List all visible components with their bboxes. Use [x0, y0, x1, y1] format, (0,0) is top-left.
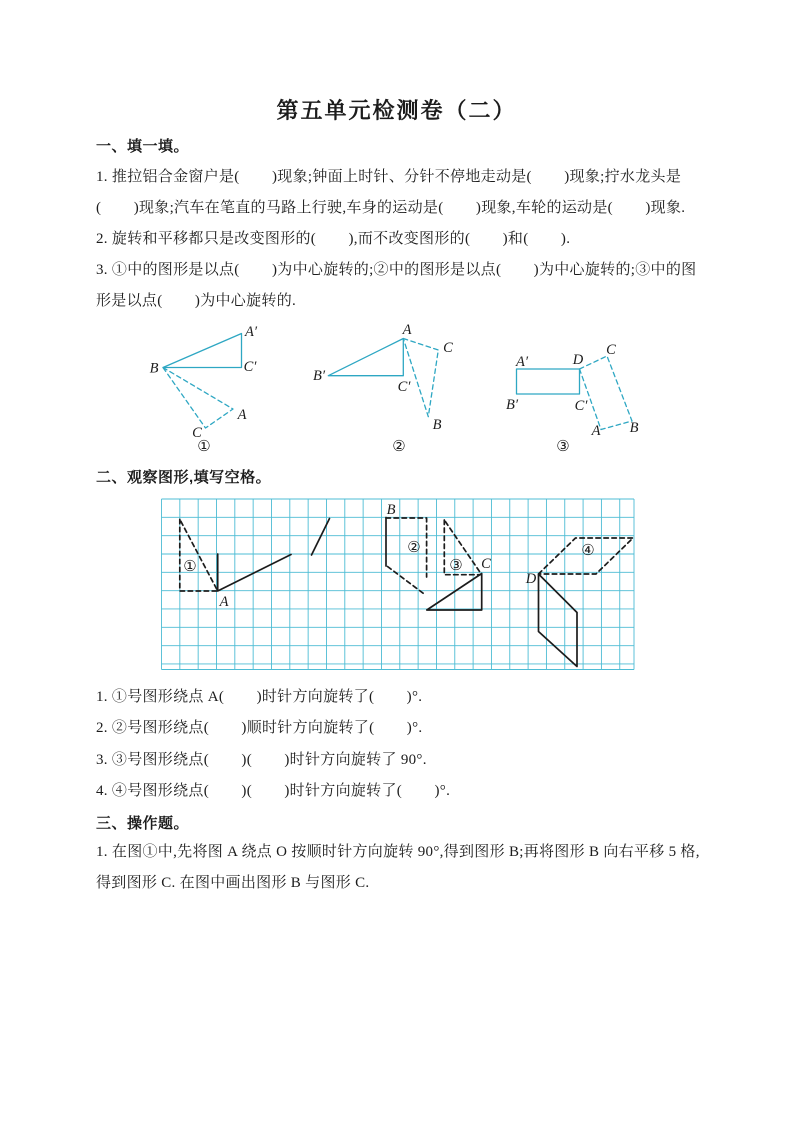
- grid-fig4-solid-parallelogram: [539, 574, 578, 667]
- fig2-solid-triangle: [328, 339, 403, 376]
- section1-line-4: 3. ①中的图形是以点( )为中心旋转的;②中的图形是以点( )为中心旋转的;③中的图: [96, 262, 697, 278]
- fig1-label-B: B: [149, 360, 159, 377]
- fig2-label-B: B: [432, 417, 442, 433]
- section2-question-1: 1. ①号图形绕点 A( )时针方向旋转了( )°.: [96, 689, 423, 705]
- grid-fig4-label-D: D: [525, 571, 537, 587]
- fig2-label-C: C: [443, 340, 453, 356]
- fig3-label-C: C: [606, 342, 616, 358]
- fig3-label-D: D: [572, 352, 584, 368]
- fig1-dashed-triangle: [163, 368, 233, 429]
- fig3-label-C-prime: C′: [574, 398, 588, 414]
- fig1-label-C-prime: C′: [243, 359, 257, 375]
- fig2-dashed-triangle: [403, 339, 438, 417]
- grid-fig1-number: ①: [183, 559, 197, 575]
- fig3-label-B-prime: B′: [505, 397, 519, 413]
- fig3-solid-rectangle: [517, 369, 580, 394]
- grid-rotation-figures: [160, 497, 638, 673]
- fig2-label-C-prime: C′: [397, 379, 411, 395]
- section2-question-4: 4. ④号图形绕点( )( )时针方向旋转了( )°.: [96, 783, 451, 799]
- fig1-solid-triangle: [163, 334, 242, 368]
- fig2-number: ②: [392, 439, 406, 455]
- grid-fig1-dashed-triangle: [180, 519, 218, 591]
- grid-fig3-number: ③: [449, 558, 463, 574]
- fig1-label-A: A: [237, 407, 247, 423]
- fig3-label-A-prime: A′: [515, 354, 529, 370]
- fig3-dashed-rectangle: [580, 356, 633, 430]
- grid-fig3-label-C: C: [481, 556, 491, 572]
- section1-line-3: 2. 旋转和平移都只是改变图形的( ),而不改变图形的( )和( ).: [96, 231, 571, 247]
- section3-line-1: 1. 在图①中,先将图 A 绕点 O 按顺时针方向旋转 90°,得到图形 B;再将图形 B 向右平移 5 格,: [96, 844, 700, 860]
- fig1-number: ①: [197, 439, 211, 455]
- section1-heading: 一、填一填。: [96, 138, 190, 155]
- top-rotation-figures: [130, 318, 675, 463]
- fig2-label-A: A: [402, 322, 412, 338]
- section3-line-2: 得到图形 C. 在图中画出图形 B 与图形 C.: [96, 875, 370, 891]
- section2-question-3: 3. ③号图形绕点( )( )时针方向旋转了 90°.: [96, 752, 427, 768]
- section2-heading: 二、观察图形,填写空格。: [96, 469, 272, 486]
- section2-question-2: 2. ②号图形绕点( )顺时针方向旋转了( )°.: [96, 720, 423, 736]
- page-title: 第五单元检测卷（二）: [276, 98, 517, 123]
- grid-fig4-number: ④: [581, 543, 595, 559]
- grid-fig1-label-A: A: [219, 594, 229, 610]
- section1-line-2: ( )现象;汽车在笔直的马路上行驶,车身的运动是( )现象,车轮的运动是( )现象.: [96, 200, 686, 216]
- grid-fig2-label-B: B: [386, 502, 396, 518]
- fig3-number: ③: [556, 439, 570, 455]
- grid-fig2-number: ②: [407, 540, 421, 556]
- fig3-label-A: A: [591, 423, 601, 439]
- section3-heading: 三、操作题。: [96, 815, 190, 832]
- fig1-label-A-prime: A′: [244, 324, 258, 340]
- section1-line-1: 1. 推拉铝合金窗户是( )现象;钟面上时针、分针不停地走动是( )现象;拧水龙头是: [96, 169, 682, 185]
- section1-line-5: 形是以点( )为中心旋转的.: [96, 293, 297, 309]
- fig1-label-C: C: [192, 425, 202, 441]
- fig3-label-B: B: [629, 420, 639, 436]
- fig2-label-B-prime: B′: [312, 368, 326, 384]
